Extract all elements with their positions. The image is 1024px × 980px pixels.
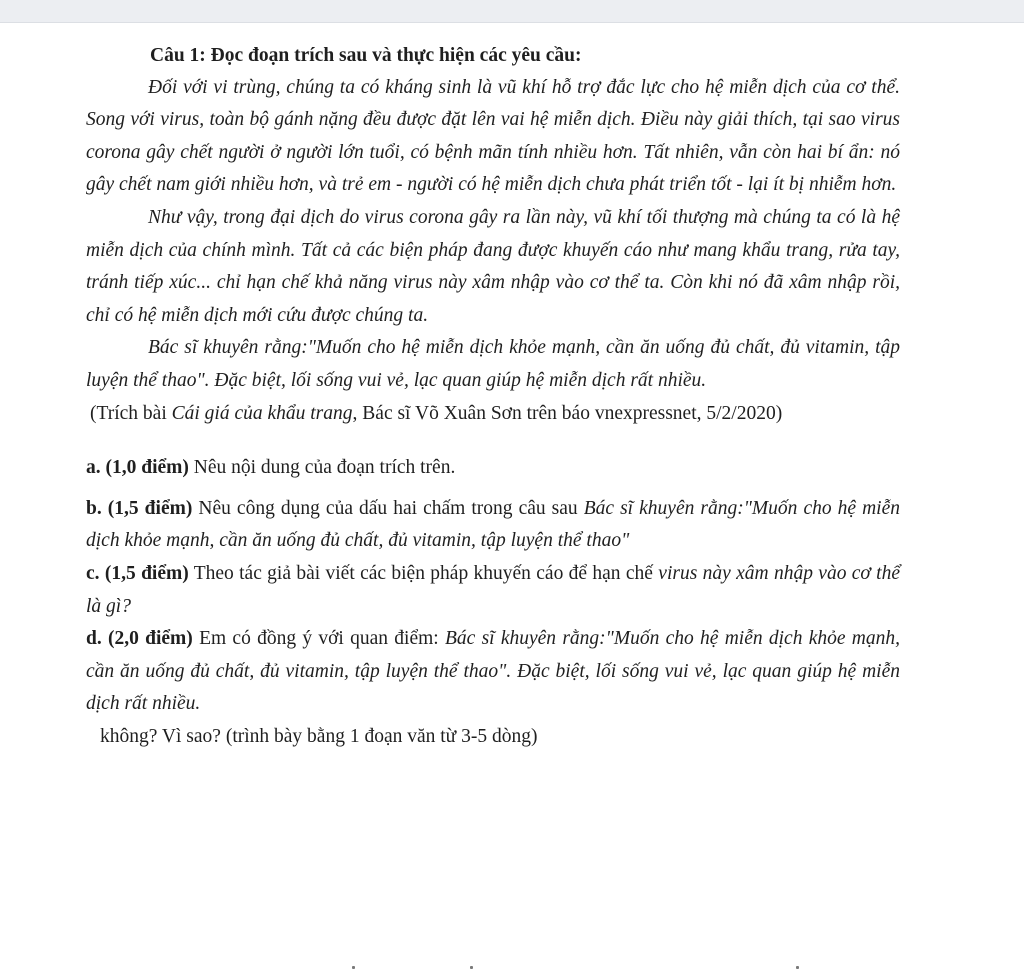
question-a-text: Nêu nội dung của đoạn trích trên.	[188, 457, 456, 479]
source-prefix: (Trích bài	[90, 402, 172, 424]
bottom-mark	[796, 966, 799, 969]
question-c	[86, 558, 900, 623]
question-c-label: c. (1,5 điểm)	[86, 562, 189, 584]
bottom-mark	[352, 966, 355, 969]
page-bottom-marks	[0, 966, 1024, 970]
question-d-followup: không? Vì sao? (trình bày bằng 1 đoạn văn từ 3-5 dòng)	[100, 725, 538, 747]
question-b-quote: Bác sĩ khuyên rằng:"Muốn cho hệ miễn dịch khỏe mạnh, cần ăn uống đủ chất, đủ vitamin, tập luyện thể thao"	[86, 497, 901, 552]
question-d	[86, 623, 900, 721]
excerpt-paragraph-1: Đối với vi trùng, chúng ta có kháng sinh là vũ khí hỗ trợ đắc lực cho hệ miễn dịch của cơ thể. Song với virus, toàn bộ gánh nặng đều được đặt lên vai hệ miễn dịch. Điều này giải thích, tại sao virus corona gây chết người ở người lớn tuổi, có bệnh mãn tính nhiều hơn. Tất nhiên, vẫn còn hai bí ẩn: nó gây chết nam giới nhiều hơn, và trẻ em - người có hệ miễn dịch chưa phát triển tốt - lại ít bị nhiễm hơn.	[86, 76, 900, 196]
question-b	[86, 493, 900, 558]
question-d-text: Em có đồng ý với quan điểm:	[192, 628, 445, 650]
question-c-text-italic: virus này xâm nhập vào cơ thể là gì?	[86, 562, 900, 617]
source-suffix: , Bác sĩ Võ Xuân Sơn trên báo vnexpressnet, 5/2/2020)	[352, 402, 783, 424]
excerpt-paragraph-3: Bác sĩ khuyên rằng:"Muốn cho hệ miễn dịch khỏe mạnh, cần ăn uống đủ chất, đủ vitamin, tập luyện thể thao". Đặc biệt, lối sống vui vẻ, lạc quan giúp hệ miễn dịch rất nhiều.	[86, 337, 900, 391]
bottom-mark	[470, 966, 473, 969]
question-a-label: a. (1,0 điểm)	[86, 457, 189, 479]
question-c-text: Theo tác giả bài viết các biện pháp khuyến cáo để hạn chế	[188, 562, 659, 584]
excerpt-source	[86, 398, 900, 431]
source-work-title: Cái giá của khẩu trang	[171, 402, 353, 424]
question-d-quote: Bác sĩ khuyên rằng:"Muốn cho hệ miễn dịch khỏe mạnh, cần ăn uống đủ chất, đủ vitamin, tập luyện thể thao". Đặc biệt, lối sống vui vẻ, lạc quan giúp hệ miễn dịch rất nhiều.	[86, 628, 901, 715]
viewer-top-bar	[0, 0, 1024, 23]
question-a	[86, 452, 900, 485]
document-page	[86, 40, 900, 753]
question-b-text: Nêu công dụng của dấu hai chấm trong câu sau	[192, 497, 584, 519]
excerpt-paragraph-2: Như vậy, trong đại dịch do virus corona gây ra lần này, vũ khí tối thượng mà chúng ta có là hệ miễn dịch của chính mình. Tất cả các biện pháp đang được khuyến cáo như mang khẩu trang, rửa tay, tránh tiếp xúc... chỉ hạn chế khả năng virus này xâm nhập vào cơ thể ta. Còn khi nó đã xâm nhập rồi, chỉ có hệ miễn dịch mới cứu được chúng ta.	[86, 206, 900, 326]
question-b-label: b. (1,5 điểm)	[86, 497, 193, 519]
question-title: Câu 1: Đọc đoạn trích sau và thực hiện các yêu cầu:	[150, 45, 582, 66]
question-d-label: d. (2,0 điểm)	[86, 628, 193, 650]
